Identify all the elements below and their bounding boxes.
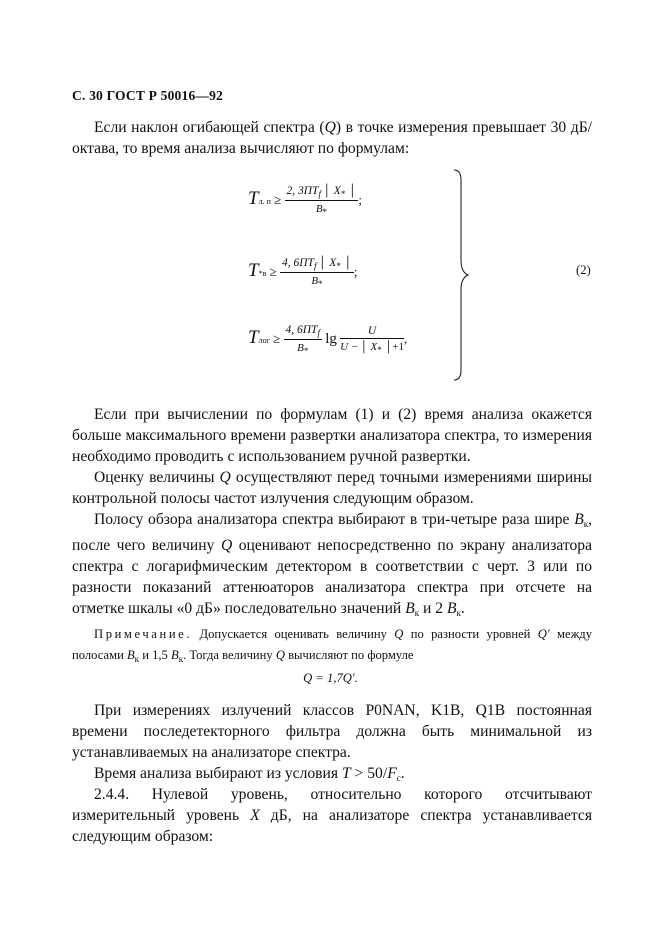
var-t: T [248, 326, 259, 348]
numerator: 2, $3ПТ_f$ │ $X_*$ │ [286, 185, 357, 199]
subscript: лог [258, 335, 270, 345]
formula-1 [248, 185, 362, 217]
denominator: $B_*$ [315, 203, 328, 217]
punct: , [404, 330, 408, 346]
subscript: л. п [258, 196, 271, 206]
paragraph-slope [72, 117, 592, 159]
paragraph-q-estimate: Оценку величины Q осуществляют перед точными измерениями ширины контрольной полосы частот излучения следующим образом. [72, 469, 593, 507]
paragraph-span: Полосу обзора анализатора спектра выбирают в три-четыре раза шире $B_к$, после чего величину Q оценивают непосредственно по экрану анализатора спектра с логарифмическим детектором в соответствии с черт. 3 или по разности показаний аттенюаторов анализатора спектра при отсчете на отметке шкалы «0 дБ» последовательно значений $B_к$ и 2 $B_к$. [72, 511, 592, 618]
ge-sign: ≥ [273, 330, 281, 346]
punct: ; [353, 263, 358, 279]
note-formula: Q = 1,7Q′. [303, 671, 358, 685]
fraction [284, 324, 322, 356]
var-t: T [248, 187, 259, 209]
var-q: Q [219, 469, 231, 486]
ge-sign: ≥ [274, 191, 282, 207]
right-brace [452, 168, 472, 383]
paragraph-2-4-4: 2.4.4. Нулевой уровень, относительно которого отсчитывают измерительный уровень X дБ, на анализаторе спектра устанавливается следующим образом: [72, 786, 592, 845]
denominator: U − │ $X_*$ │+1 [340, 341, 404, 355]
text: Если наклон огибающей спектра ( [94, 119, 325, 136]
subscript: *в [258, 268, 267, 278]
note: Примечание. Допускается оценивать величину Q по разности уровней Q′ между полосами $B_к$ и 1,5 $B_к$. Тогда величину Q вычисляют по формуле [72, 627, 592, 664]
lg-operator: lg [325, 330, 337, 347]
var-q: Q [324, 119, 336, 136]
page-header: С. 30 ГОСТ Р 50016—92 [72, 88, 223, 103]
fraction [280, 257, 354, 289]
paragraph-analysis-time: Время анализа выбирают из условия $T > 50/F_с$. [94, 765, 405, 783]
fraction-2 [340, 325, 404, 355]
numerator: 4, $6ПТ_f$ [285, 324, 320, 338]
formula-2 [248, 257, 357, 289]
var-t: T [248, 259, 259, 281]
numerator: 4, $6ПТ_f$ │ $X_*$ │ [282, 257, 352, 271]
paragraph-classes: При измерениях излучений классов P0NAN, K1B, Q1B постоянная времени последетекторного фильтра должна быть минимальной из устанавливаемых на анализаторе спектра. [72, 702, 592, 761]
fraction [285, 185, 359, 217]
note-label: Примечание. [94, 627, 193, 641]
formula-3 [248, 324, 407, 356]
punct: ; [358, 191, 362, 207]
denominator: $B_*$ [311, 275, 323, 289]
denominator: $B_*$ [297, 342, 309, 356]
text: ) в точке измерения превышает 30 дБ/октава, то время анализа вычисляют по формулам: [72, 119, 593, 157]
numerator: U [340, 325, 404, 339]
equation-number: (2) [576, 263, 591, 277]
ge-sign: ≥ [269, 263, 277, 279]
paragraph-formulas: Если при вычислении по формулам (1) и (2) время анализа окажется больше максимального времени развертки анализатора спектра, то измерения необходимо проводить с использованием ручной развертки. [72, 406, 592, 465]
